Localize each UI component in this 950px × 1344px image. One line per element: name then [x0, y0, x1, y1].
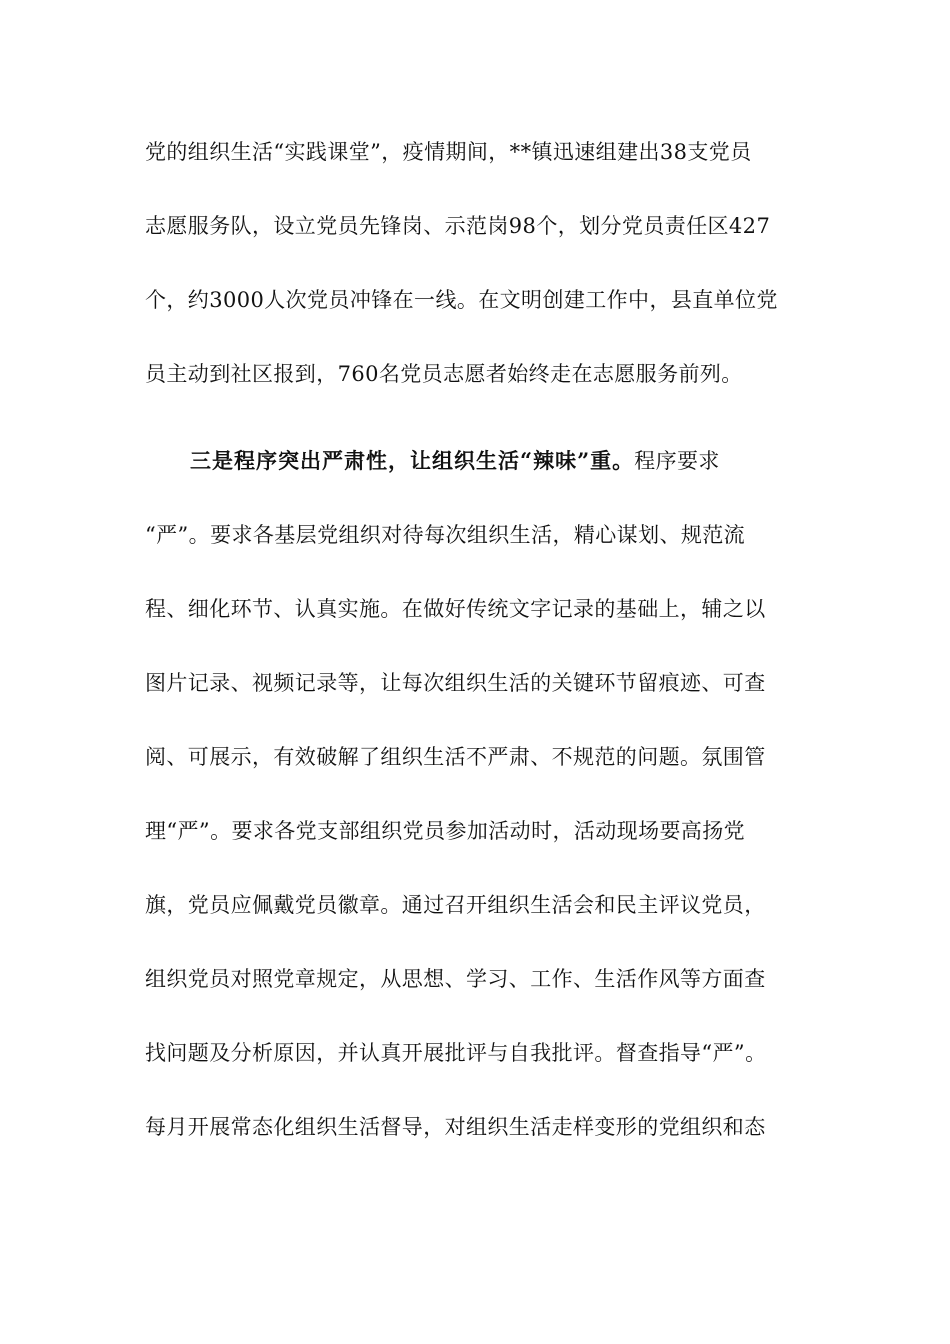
section-heading: 三是程序突出严肃性，让组织生活“辣味”重。 [190, 448, 635, 473]
paragraph-2-line-7: 旗，党员应佩戴党员徽章。通过召开组织生活会和民主评议党员， [145, 893, 766, 917]
paragraph-1-line-3: 个，约3000人次党员冲锋在一线。在文明创建工作中，县直单位党 [145, 288, 778, 312]
paragraph-2-line-3: 程、细化环节、认真实施。在做好传统文字记录的基础上，辅之以 [145, 597, 766, 621]
paragraph-2-line-10: 每月开展常态化组织生活督导，对组织生活走样变形的党组织和态 [145, 1115, 766, 1139]
paragraph-1-line-2: 志愿服务队，设立党员先锋岗、示范岗98个，划分党员责任区427 [145, 214, 771, 238]
paragraph-2-line-5: 阅、可展示，有效破解了组织生活不严肃、不规范的问题。氛围管 [145, 745, 766, 769]
paragraph-1-line-4: 员主动到社区报到，760名党员志愿者始终走在志愿服务前列。 [145, 362, 743, 386]
paragraph-2-line-1-rest: 程序要求 [634, 449, 720, 473]
paragraph-2-line-2: “严”。要求各基层党组织对待每次组织生活，精心谋划、规范流 [145, 523, 746, 547]
paragraph-2-line-1 [190, 446, 890, 476]
paragraph-2-line-9: 找问题及分析原因，并认真开展批评与自我批评。督查指导“严”。 [145, 1041, 767, 1065]
paragraph-1-line-1: 党的组织生活“实践课堂”，疫情期间，**镇迅速组建出38支党员 [145, 140, 752, 164]
paragraph-2-line-8: 组织党员对照党章规定，从思想、学习、工作、生活作风等方面查 [145, 967, 766, 991]
paragraph-2-line-6: 理“严”。要求各党支部组织党员参加活动时，活动现场要高扬党 [145, 819, 746, 843]
paragraph-2-line-4: 图片记录、视频记录等，让每次组织生活的关键环节留痕迹、可查 [145, 671, 766, 695]
